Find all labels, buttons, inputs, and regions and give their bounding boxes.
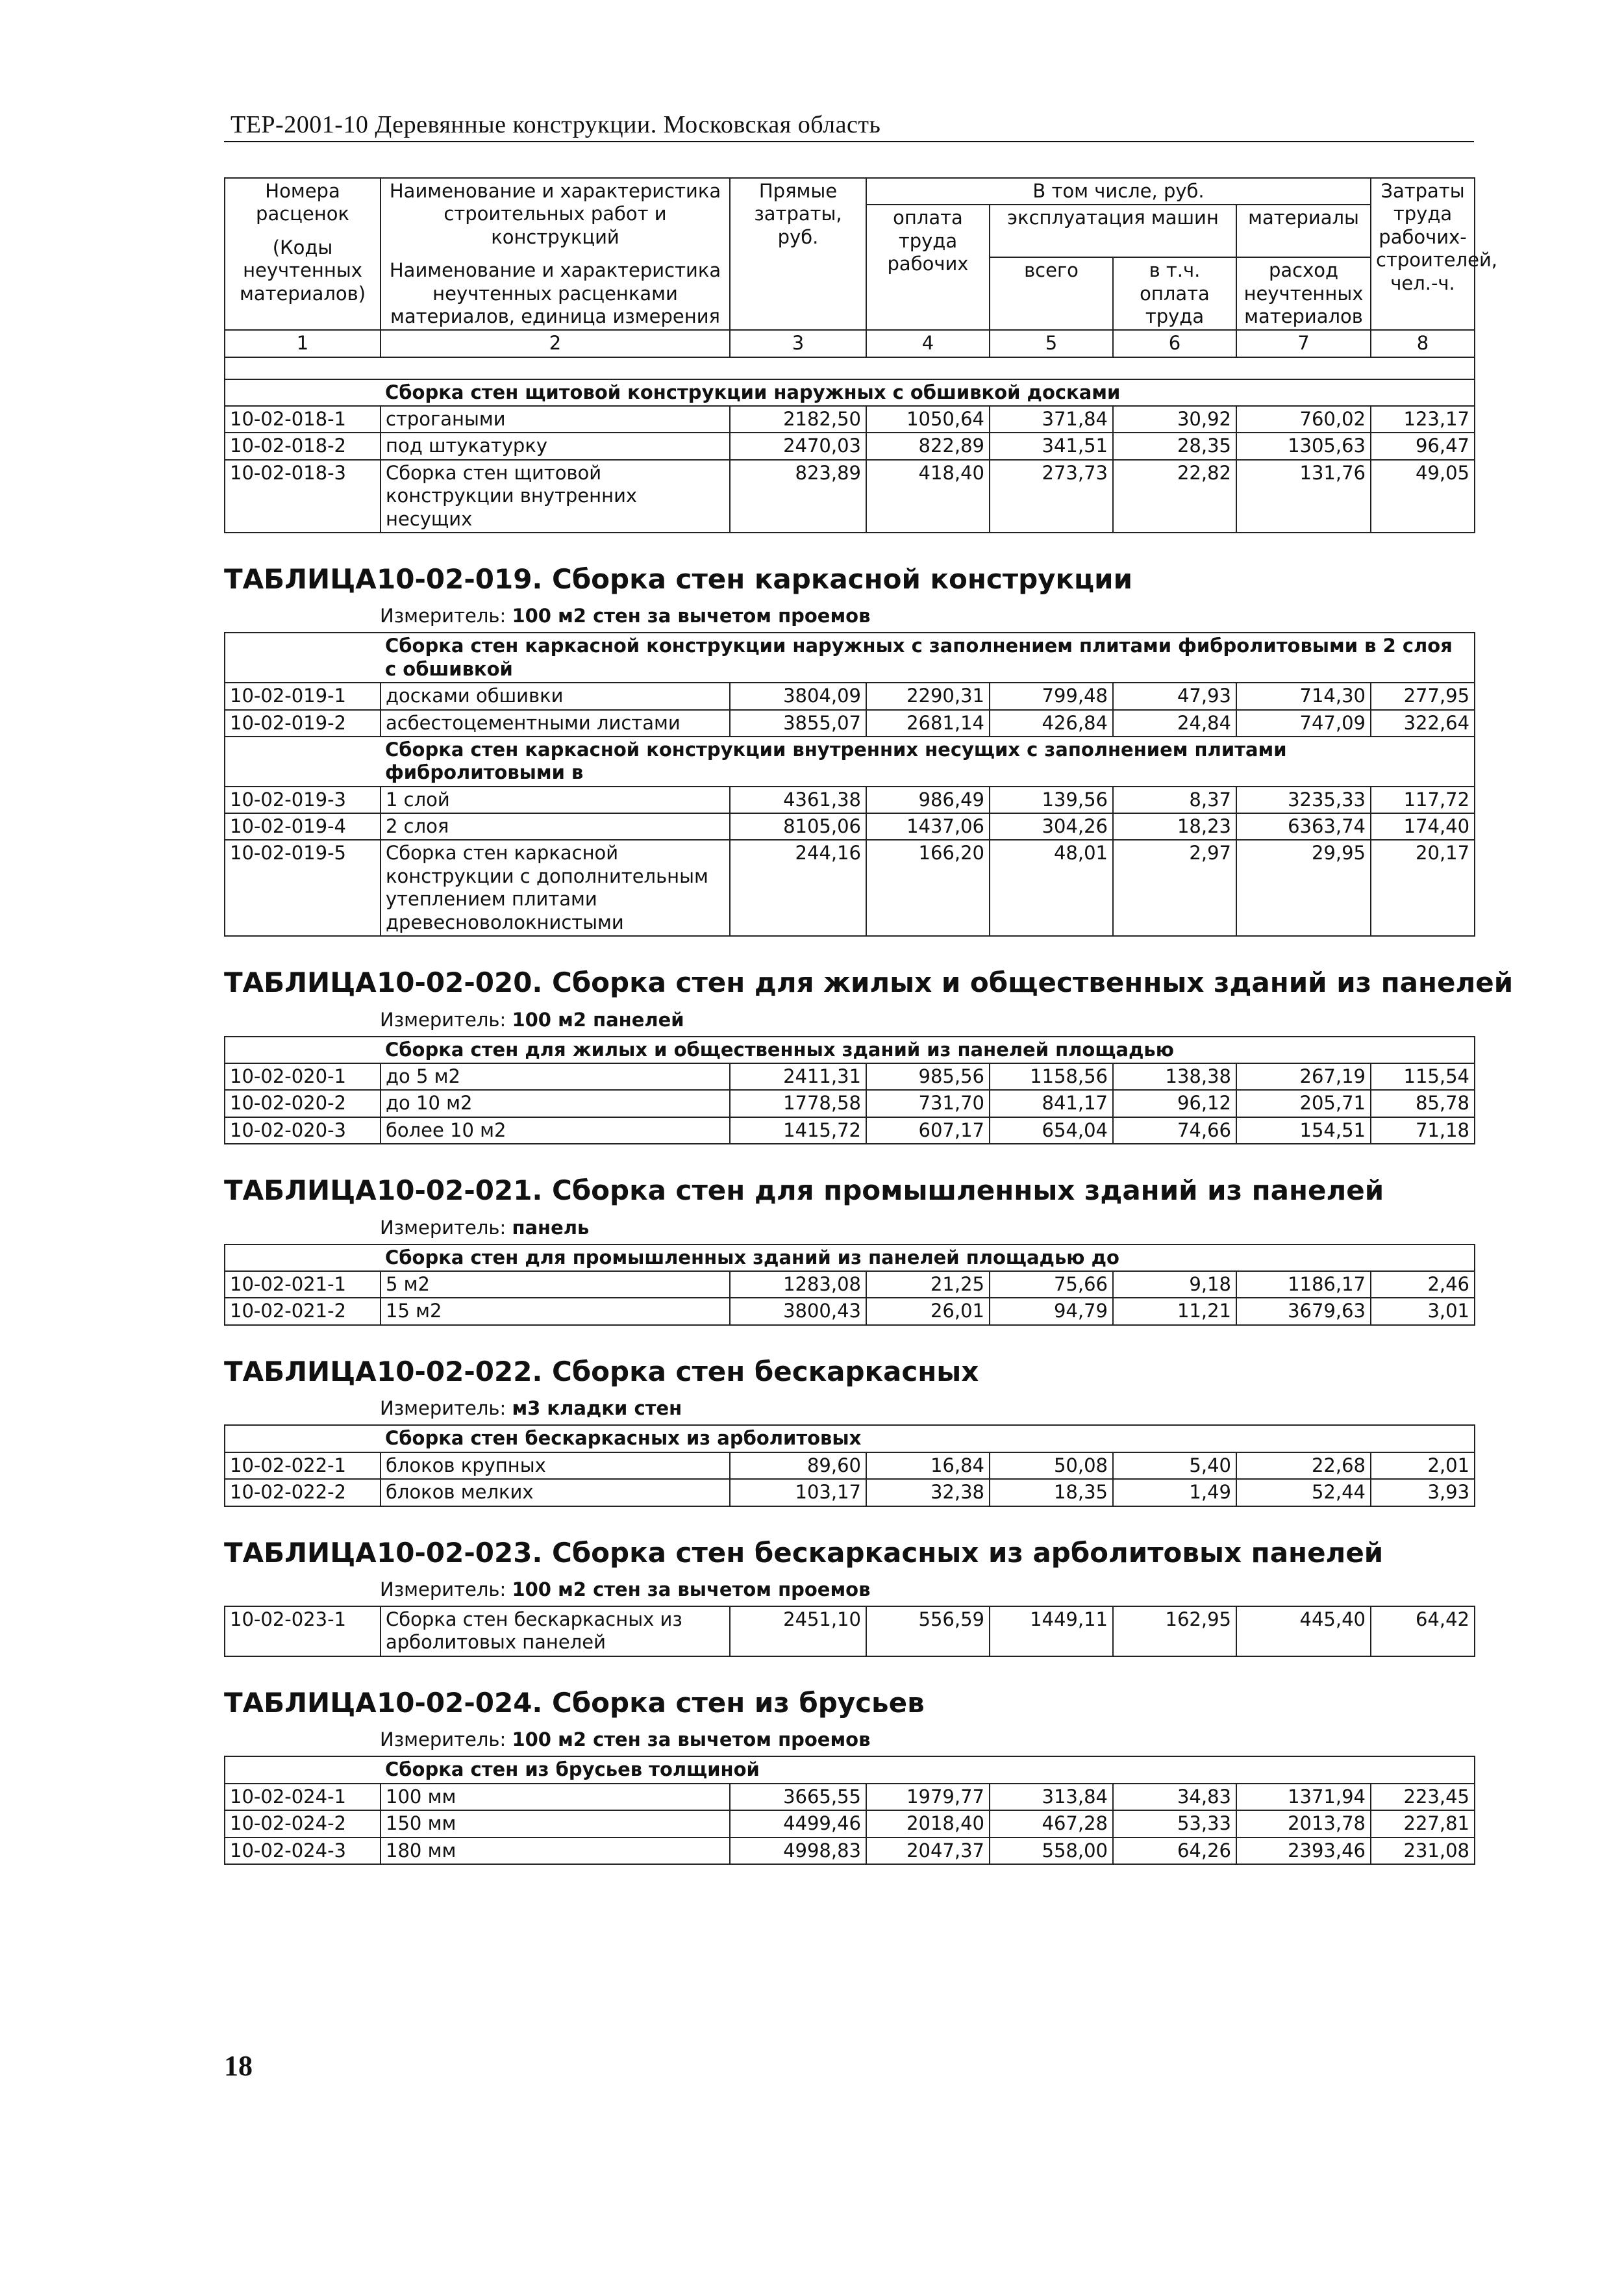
table-measure: Измеритель: панель xyxy=(380,1216,590,1239)
value-cell: 96,47 xyxy=(1371,433,1475,459)
value-cell: 52,44 xyxy=(1236,1479,1371,1506)
table-row xyxy=(225,433,1475,459)
value-cell: 607,17 xyxy=(866,1117,990,1144)
value-cell: 714,30 xyxy=(1236,683,1371,709)
work-name: 100 мм xyxy=(381,1784,730,1810)
value-cell: 1158,56 xyxy=(990,1063,1113,1090)
group-subheader-row xyxy=(225,1245,1475,1271)
work-name: Сборка стен щитовой конструкции внутренних несущих xyxy=(381,460,730,533)
table-row xyxy=(225,710,1475,737)
value-cell: 2182,50 xyxy=(730,406,866,433)
value-cell: 2470,03 xyxy=(730,433,866,459)
value-cell: 654,04 xyxy=(990,1117,1113,1144)
col-head-material-consumption: расход неучтенных материалов xyxy=(1236,257,1371,330)
col-head-materials: материалы xyxy=(1236,205,1371,257)
group-subheader-row xyxy=(225,737,1475,787)
value-cell: 322,64 xyxy=(1371,710,1475,737)
rate-code: 10-02-022-1 xyxy=(225,1452,381,1479)
value-cell: 1778,58 xyxy=(730,1090,866,1117)
rate-code: 10-02-021-2 xyxy=(225,1298,381,1324)
value-cell: 64,42 xyxy=(1371,1606,1475,1656)
column-number: 4 xyxy=(866,330,990,357)
table-label: ТАБЛИЦА xyxy=(224,1355,377,1387)
value-cell: 986,49 xyxy=(866,787,990,813)
rate-code: 10-02-020-3 xyxy=(225,1117,381,1144)
value-cell: 371,84 xyxy=(990,406,1113,433)
value-cell: 2393,46 xyxy=(1236,1838,1371,1864)
value-cell: 2451,10 xyxy=(730,1606,866,1656)
table-row xyxy=(225,1452,1475,1479)
value-cell: 277,95 xyxy=(1371,683,1475,709)
value-cell: 154,51 xyxy=(1236,1117,1371,1144)
rate-code: 10-02-018-1 xyxy=(225,406,381,433)
value-cell: 1449,11 xyxy=(990,1606,1113,1656)
value-cell: 2,46 xyxy=(1371,1271,1475,1298)
value-cell: 418,40 xyxy=(866,460,990,533)
value-cell: 467,28 xyxy=(990,1810,1113,1837)
rate-code: 10-02-020-2 xyxy=(225,1090,381,1117)
work-name: асбестоцементными листами xyxy=(381,710,730,737)
table-row xyxy=(225,1784,1475,1810)
work-name: досками обшивки xyxy=(381,683,730,709)
value-cell: 1305,63 xyxy=(1236,433,1371,459)
value-cell: 1415,72 xyxy=(730,1117,866,1144)
rate-code: 10-02-024-2 xyxy=(225,1810,381,1837)
value-cell: 3679,63 xyxy=(1236,1298,1371,1324)
table-title xyxy=(224,562,1474,598)
col-head-wages: оплата труда рабочих xyxy=(866,205,990,330)
table-measure: Измеритель: 100 м2 стен за вычетом проемов xyxy=(380,1578,871,1601)
table-row xyxy=(225,840,1475,936)
value-cell: 799,48 xyxy=(990,683,1113,709)
value-cell: 139,56 xyxy=(990,787,1113,813)
value-cell: 48,01 xyxy=(990,840,1113,936)
col-head-name: Наименование и характеристика строительных работ и конструкций Наименование и характеристика неучтенных расценками материалов, единица измерения xyxy=(381,178,730,330)
value-cell: 96,12 xyxy=(1113,1090,1236,1117)
work-name: 5 м2 xyxy=(381,1271,730,1298)
value-cell: 3,01 xyxy=(1371,1298,1475,1324)
rate-table xyxy=(224,1424,1475,1506)
value-cell: 3665,55 xyxy=(730,1784,866,1810)
table-row xyxy=(225,406,1475,433)
value-cell: 162,95 xyxy=(1113,1606,1236,1656)
value-cell: 138,38 xyxy=(1113,1063,1236,1090)
value-cell: 445,40 xyxy=(1236,1606,1371,1656)
col-head-labor-hours: Затраты труда рабочих-строителей, чел.-ч. xyxy=(1371,178,1475,330)
value-cell: 2018,40 xyxy=(866,1810,990,1837)
table-title xyxy=(224,1686,1474,1721)
work-name: Сборка стен бескаркасных из арболитовых панелей xyxy=(381,1606,730,1656)
group-subheader: Сборка стен щитовой конструкции наружных с обшивкой досками xyxy=(381,379,1475,406)
column-number: 3 xyxy=(730,330,866,357)
value-cell: 205,71 xyxy=(1236,1090,1371,1117)
rate-table xyxy=(224,1756,1475,1865)
table-row xyxy=(225,683,1475,709)
rate-table-section xyxy=(224,1686,1474,1865)
column-number: 2 xyxy=(381,330,730,357)
value-cell: 4998,83 xyxy=(730,1838,866,1864)
rate-code: 10-02-020-1 xyxy=(225,1063,381,1090)
value-cell: 558,00 xyxy=(990,1838,1113,1864)
spacer-row xyxy=(225,357,1475,379)
value-cell: 1186,17 xyxy=(1236,1271,1371,1298)
value-cell: 123,17 xyxy=(1371,406,1475,433)
value-cell: 3235,33 xyxy=(1236,787,1371,813)
rate-table xyxy=(224,1244,1475,1326)
value-cell: 94,79 xyxy=(990,1298,1113,1324)
column-number: 1 xyxy=(225,330,381,357)
column-numbers-row xyxy=(225,330,1475,357)
header-rule xyxy=(224,141,1474,142)
running-header: ТЕР-2001-10 Деревянные конструкции. Московская область xyxy=(231,111,881,138)
value-cell: 22,68 xyxy=(1236,1452,1371,1479)
value-cell: 747,09 xyxy=(1236,710,1371,737)
work-name: 180 мм xyxy=(381,1838,730,1864)
value-cell: 49,05 xyxy=(1371,460,1475,533)
rate-table-section xyxy=(224,965,1514,1144)
rate-code: 10-02-019-3 xyxy=(225,787,381,813)
group-subheader-row xyxy=(225,1756,1475,1783)
value-cell: 50,08 xyxy=(990,1452,1113,1479)
work-name: 2 слоя xyxy=(381,813,730,840)
value-cell: 227,81 xyxy=(1371,1810,1475,1837)
value-cell: 2290,31 xyxy=(866,683,990,709)
value-cell: 341,51 xyxy=(990,433,1113,459)
value-cell: 8105,06 xyxy=(730,813,866,840)
group-subheader-row xyxy=(225,1425,1475,1452)
value-cell: 85,78 xyxy=(1371,1090,1475,1117)
value-cell: 3855,07 xyxy=(730,710,866,737)
value-cell: 822,89 xyxy=(866,433,990,459)
work-name: под штукатурку xyxy=(381,433,730,459)
value-cell: 21,25 xyxy=(866,1271,990,1298)
value-cell: 267,19 xyxy=(1236,1063,1371,1090)
table-heading: 10-02-021. Сборка стен для промышленных зданий из панелей xyxy=(377,1174,1384,1207)
value-cell: 1371,94 xyxy=(1236,1784,1371,1810)
rate-table-section xyxy=(224,1535,1474,1657)
value-cell: 22,82 xyxy=(1113,460,1236,533)
header-table xyxy=(224,177,1498,533)
table-heading: 10-02-024. Сборка стен из брусьев xyxy=(377,1686,925,1719)
table-row xyxy=(225,1838,1475,1864)
value-cell: 53,33 xyxy=(1113,1810,1236,1837)
value-cell: 2681,14 xyxy=(866,710,990,737)
value-cell: 166,20 xyxy=(866,840,990,936)
value-cell: 2013,78 xyxy=(1236,1810,1371,1837)
work-name: до 5 м2 xyxy=(381,1063,730,1090)
table-title xyxy=(224,1535,1474,1571)
value-cell: 313,84 xyxy=(990,1784,1113,1810)
group-subheader-row xyxy=(225,1037,1475,1063)
table-label: ТАБЛИЦА xyxy=(224,966,377,998)
col-head-direct-costs: Прямые затраты, руб. xyxy=(730,178,866,330)
value-cell: 2047,37 xyxy=(866,1838,990,1864)
table-row xyxy=(225,1298,1475,1324)
col-head-codes: Номера расценок (Коды неучтенных материалов) xyxy=(225,178,381,330)
rate-code: 10-02-024-1 xyxy=(225,1784,381,1810)
value-cell: 16,84 xyxy=(866,1452,990,1479)
value-cell: 985,56 xyxy=(866,1063,990,1090)
value-cell: 4499,46 xyxy=(730,1810,866,1837)
rate-code: 10-02-019-5 xyxy=(225,840,381,936)
table-row xyxy=(225,1063,1475,1090)
work-name: блоков крупных xyxy=(381,1452,730,1479)
value-cell: 103,17 xyxy=(730,1479,866,1506)
value-cell: 760,02 xyxy=(1236,406,1371,433)
table-label: ТАБЛИЦА xyxy=(224,1536,377,1569)
rate-table-section xyxy=(224,1354,1474,1507)
table-row xyxy=(225,1117,1475,1144)
work-name: 150 мм xyxy=(381,1810,730,1837)
value-cell: 75,66 xyxy=(990,1271,1113,1298)
rate-table-section xyxy=(224,562,1474,937)
value-cell: 6363,74 xyxy=(1236,813,1371,840)
value-cell: 5,40 xyxy=(1113,1452,1236,1479)
table-label: ТАБЛИЦА xyxy=(224,1686,377,1719)
value-cell: 556,59 xyxy=(866,1606,990,1656)
value-cell: 231,08 xyxy=(1371,1838,1475,1864)
value-cell: 20,17 xyxy=(1371,840,1475,936)
work-name: Сборка стен каркасной конструкции с дополнительным утеплением плитами древесноволокнистыми xyxy=(381,840,730,936)
value-cell: 1979,77 xyxy=(866,1784,990,1810)
value-cell: 731,70 xyxy=(866,1090,990,1117)
value-cell: 244,16 xyxy=(730,840,866,936)
value-cell: 71,18 xyxy=(1371,1117,1475,1144)
rate-code: 10-02-019-1 xyxy=(225,683,381,709)
value-cell: 74,66 xyxy=(1113,1117,1236,1144)
rate-table xyxy=(224,1036,1475,1145)
table-row xyxy=(225,787,1475,813)
value-cell: 1,49 xyxy=(1113,1479,1236,1506)
table-heading: 10-02-020. Сборка стен для жилых и общественных зданий из панелей xyxy=(377,966,1514,998)
table-heading: 10-02-023. Сборка стен бескаркасных из арболитовых панелей xyxy=(377,1536,1384,1569)
group-subheader-row xyxy=(225,379,1475,406)
value-cell: 34,83 xyxy=(1113,1784,1236,1810)
value-cell: 1050,64 xyxy=(866,406,990,433)
value-cell: 223,45 xyxy=(1371,1784,1475,1810)
rate-table xyxy=(224,632,1475,937)
work-name: 15 м2 xyxy=(381,1298,730,1324)
value-cell: 2,97 xyxy=(1113,840,1236,936)
group-subheader: Сборка стен для жилых и общественных зданий из панелей площадью xyxy=(381,1037,1475,1063)
col-head-machines: эксплуатация машин xyxy=(990,205,1236,257)
work-name: 1 слой xyxy=(381,787,730,813)
table-title xyxy=(224,965,1514,1001)
tables-holder xyxy=(224,562,1514,1865)
group-subheader: Сборка стен каркасной конструкции наружных с заполнением плитами фибролитовыми в 2 слоя с обшивкой xyxy=(381,633,1475,683)
table-row xyxy=(225,1271,1475,1298)
rate-code: 10-02-022-2 xyxy=(225,1479,381,1506)
value-cell: 174,40 xyxy=(1371,813,1475,840)
col-head-machines-total: всего xyxy=(990,257,1113,330)
value-cell: 89,60 xyxy=(730,1452,866,1479)
work-name: более 10 м2 xyxy=(381,1117,730,1144)
rate-code: 10-02-019-4 xyxy=(225,813,381,840)
value-cell: 3,93 xyxy=(1371,1479,1475,1506)
value-cell: 426,84 xyxy=(990,710,1113,737)
table-label: ТАБЛИЦА xyxy=(224,1174,377,1207)
table-label: ТАБЛИЦА xyxy=(224,562,377,595)
value-cell: 2,01 xyxy=(1371,1452,1475,1479)
rate-table-section xyxy=(224,1173,1474,1326)
value-cell: 4361,38 xyxy=(730,787,866,813)
group-subheader: Сборка стен бескаркасных из арболитовых xyxy=(381,1425,1475,1452)
value-cell: 26,01 xyxy=(866,1298,990,1324)
value-cell: 18,23 xyxy=(1113,813,1236,840)
table-row xyxy=(225,813,1475,840)
value-cell: 1437,06 xyxy=(866,813,990,840)
table-row xyxy=(225,460,1475,533)
table-measure: Измеритель: 100 м2 стен за вычетом проемов xyxy=(380,605,871,627)
table-measure: Измеритель: 100 м2 стен за вычетом проемов xyxy=(380,1728,871,1751)
group-subheader-row xyxy=(225,633,1475,683)
value-cell: 117,72 xyxy=(1371,787,1475,813)
value-cell: 28,35 xyxy=(1113,433,1236,459)
column-number: 6 xyxy=(1113,330,1236,357)
value-cell: 304,26 xyxy=(990,813,1113,840)
table-row xyxy=(225,1479,1475,1506)
value-cell: 29,95 xyxy=(1236,840,1371,936)
value-cell: 9,18 xyxy=(1113,1271,1236,1298)
column-number: 8 xyxy=(1371,330,1475,357)
work-name: строгаными xyxy=(381,406,730,433)
col-head-machines-wages: в т.ч. оплата труда xyxy=(1113,257,1236,330)
value-cell: 64,26 xyxy=(1113,1838,1236,1864)
table-row xyxy=(225,1090,1475,1117)
rate-code: 10-02-023-1 xyxy=(225,1606,381,1656)
group-subheader: Сборка стен из брусьев толщиной xyxy=(381,1756,1475,1783)
value-cell: 3804,09 xyxy=(730,683,866,709)
column-number: 5 xyxy=(990,330,1113,357)
column-number: 7 xyxy=(1236,330,1371,357)
value-cell: 18,35 xyxy=(990,1479,1113,1506)
work-name: блоков мелких xyxy=(381,1479,730,1506)
group-subheader: Сборка стен для промышленных зданий из панелей площадью до xyxy=(381,1245,1475,1271)
value-cell: 11,21 xyxy=(1113,1298,1236,1324)
group-subheader: Сборка стен каркасной конструкции внутренних несущих с заполнением плитами фибролитовыми в xyxy=(381,737,1475,787)
value-cell: 3800,43 xyxy=(730,1298,866,1324)
table-measure: Измеритель: 100 м2 панелей xyxy=(380,1008,684,1031)
rate-table xyxy=(224,1606,1475,1657)
value-cell: 32,38 xyxy=(866,1479,990,1506)
rate-code: 10-02-019-2 xyxy=(225,710,381,737)
rate-code: 10-02-018-3 xyxy=(225,460,381,533)
table-heading: 10-02-022. Сборка стен бескаркасных xyxy=(377,1355,979,1387)
value-cell: 2411,31 xyxy=(730,1063,866,1090)
value-cell: 47,93 xyxy=(1113,683,1236,709)
value-cell: 823,89 xyxy=(730,460,866,533)
rates-content xyxy=(224,177,1514,1865)
table-measure: Измеритель: м3 кладки стен xyxy=(380,1397,682,1420)
col-head-including: В том числе, руб. xyxy=(866,178,1371,205)
value-cell: 115,54 xyxy=(1371,1063,1475,1090)
table-row xyxy=(225,1606,1475,1656)
table-title xyxy=(224,1173,1474,1209)
rate-code: 10-02-024-3 xyxy=(225,1838,381,1864)
value-cell: 8,37 xyxy=(1113,787,1236,813)
page-number: 18 xyxy=(224,2050,253,2082)
value-cell: 24,84 xyxy=(1113,710,1236,737)
table-title xyxy=(224,1354,1474,1390)
rate-code: 10-02-021-1 xyxy=(225,1271,381,1298)
value-cell: 273,73 xyxy=(990,460,1113,533)
table-row xyxy=(225,1810,1475,1837)
rate-code: 10-02-018-2 xyxy=(225,433,381,459)
table-heading: 10-02-019. Сборка стен каркасной конструкции xyxy=(377,562,1133,595)
work-name: до 10 м2 xyxy=(381,1090,730,1117)
value-cell: 1283,08 xyxy=(730,1271,866,1298)
value-cell: 841,17 xyxy=(990,1090,1113,1117)
value-cell: 30,92 xyxy=(1113,406,1236,433)
value-cell: 131,76 xyxy=(1236,460,1371,533)
